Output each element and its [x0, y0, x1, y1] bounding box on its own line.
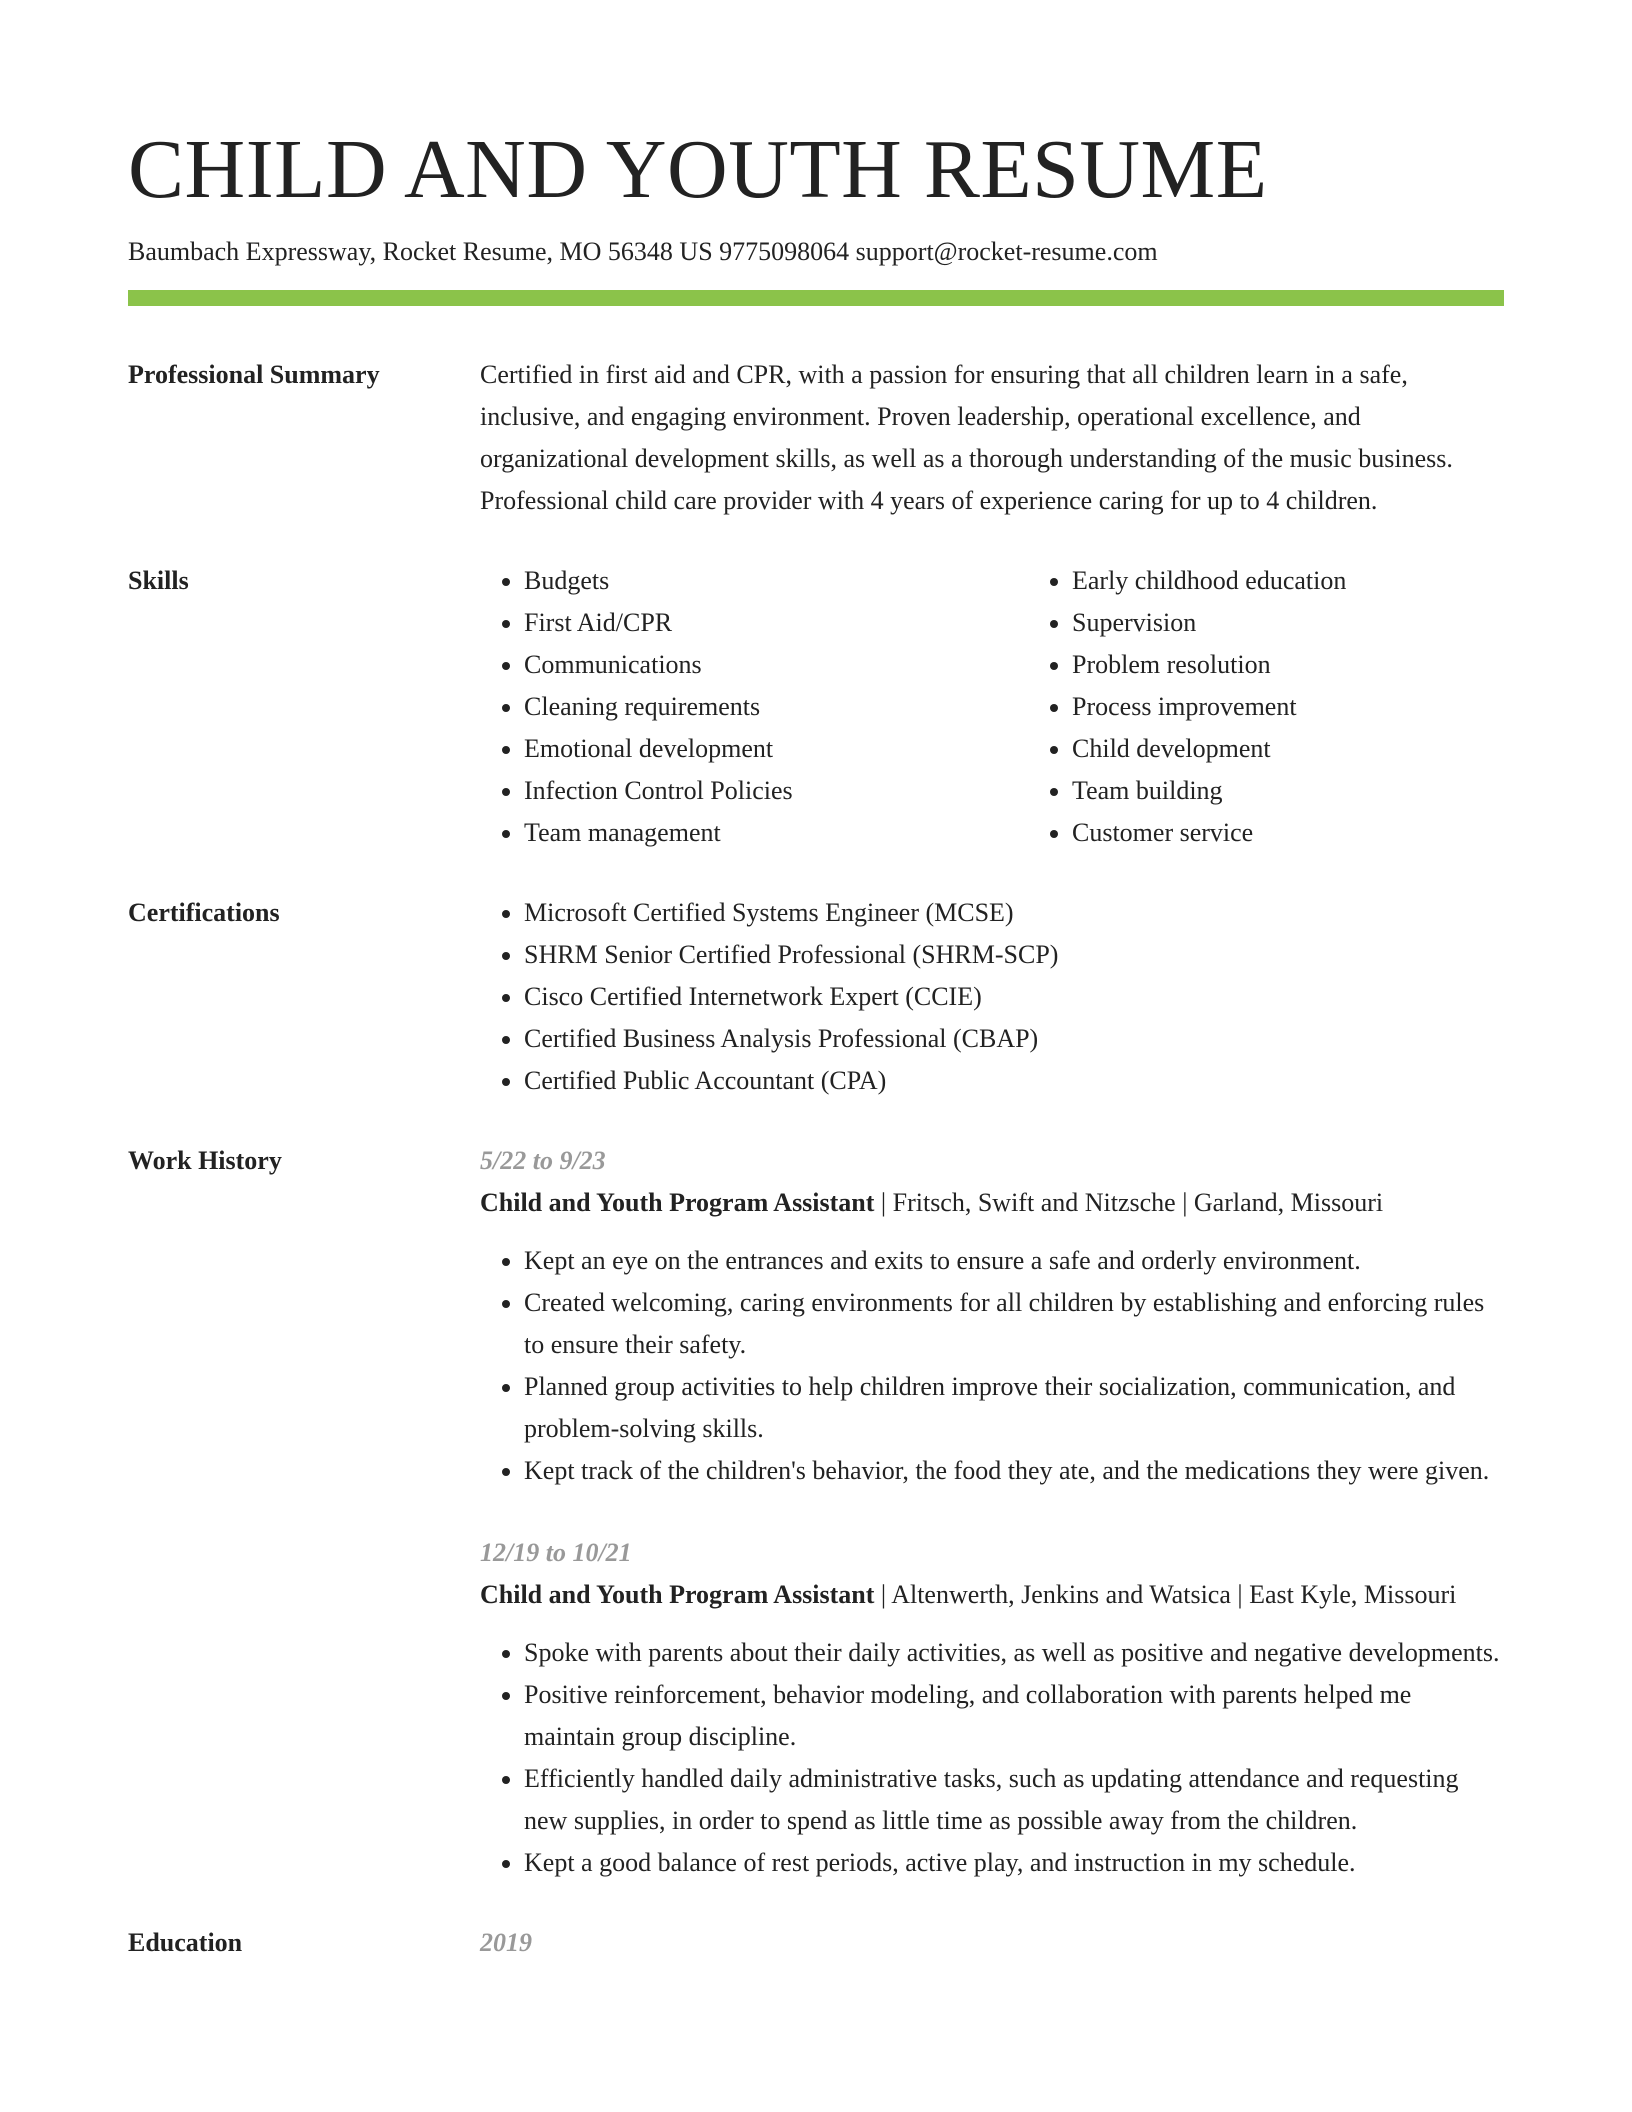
job-bullets: [480, 1632, 1504, 1884]
skills-column-2: [1028, 560, 1548, 854]
skill-item: • Supervision: [1072, 602, 1548, 644]
skill-item: • Infection Control Policies: [524, 770, 1028, 812]
job-entry: [480, 1140, 1504, 1492]
job-heading: [480, 1574, 1504, 1616]
certification-item: • Certified Business Analysis Professional (CBAP): [524, 1018, 1504, 1060]
certification-item: • Cisco Certified Internetwork Expert (CCIE): [524, 976, 1504, 1018]
skill-item: • Emotional development: [524, 728, 1028, 770]
skill-item: • Early childhood education: [1072, 560, 1548, 602]
skill-item: • Team management: [524, 812, 1028, 854]
job-bullet: • Efficiently handled daily administrative tasks, such as updating attendance and requesting new supplies, in order to spend as little time as possible away from the children.: [524, 1758, 1504, 1842]
job-bullet: • Planned group activities to help children improve their socialization, communication, and problem-solving skills.: [524, 1366, 1504, 1450]
skill-item: • Cleaning requirements: [524, 686, 1028, 728]
section-skills: [128, 560, 1504, 854]
resume-page: [128, 118, 1504, 1964]
job-bullet: • Created welcoming, caring environments for all children by establishing and enforcing rules to ensure their safety.: [524, 1282, 1504, 1366]
education-date: 2019: [480, 1928, 532, 1957]
certification-item: • SHRM Senior Certified Professional (SHRM-SCP): [524, 934, 1504, 976]
skill-item: • Process improvement: [1072, 686, 1548, 728]
section-label-skills: Skills: [128, 566, 189, 595]
skill-item: • Team building: [1072, 770, 1548, 812]
section-certifications: [128, 892, 1504, 1102]
resume-title: CHILD AND YOUTH RESUME: [128, 123, 1268, 216]
section-work-history: [128, 1140, 1504, 1884]
certifications-list: [480, 892, 1504, 1102]
certification-item: • Microsoft Certified Systems Engineer (MCSE): [524, 892, 1504, 934]
section-label-work-history: Work History: [128, 1146, 282, 1175]
skill-item: • Customer service: [1072, 812, 1548, 854]
job-employer: | Fritsch, Swift and Nitzsche | Garland, Missouri: [874, 1188, 1384, 1217]
summary-text: Certified in first aid and CPR, with a passion for ensuring that all children learn in a safe, inclusive, and engaging environment. Proven leadership, operational excellence, and organizational development skills, as well as a thorough understanding of the music business. Professional child care provider with 4 years of experience caring for up to 4 children.: [480, 360, 1453, 515]
accent-rule: [128, 290, 1504, 306]
contact-line: Baumbach Expressway, Rocket Resume, MO 56348 US 9775098064 support@rocket-resume.com: [128, 237, 1158, 266]
job-bullet: • Kept track of the children's behavior, the food they ate, and the medications they were given.: [524, 1450, 1504, 1492]
section-label-education: Education: [128, 1928, 243, 1957]
skill-item: • Child development: [1072, 728, 1548, 770]
section-summary: [128, 354, 1504, 522]
section-label-certifications: Certifications: [128, 898, 280, 927]
section-education: [128, 1922, 1504, 1964]
skill-item: • First Aid/CPR: [524, 602, 1028, 644]
job-dates: 5/22 to 9/23: [480, 1146, 606, 1175]
job-title: Child and Youth Program Assistant: [480, 1580, 875, 1609]
certification-item: • Certified Public Accountant (CPA): [524, 1060, 1504, 1102]
job-bullet: • Positive reinforcement, behavior modeling, and collaboration with parents helped me maintain group discipline.: [524, 1674, 1504, 1758]
job-entry: [480, 1532, 1504, 1884]
job-title: Child and Youth Program Assistant: [480, 1188, 875, 1217]
job-bullet: • Spoke with parents about their daily activities, as well as positive and negative developments.: [524, 1632, 1504, 1674]
skill-item: • Problem resolution: [1072, 644, 1548, 686]
job-heading: [480, 1182, 1504, 1224]
job-dates: 12/19 to 10/21: [480, 1538, 632, 1567]
job-bullet: • Kept a good balance of rest periods, active play, and instruction in my schedule.: [524, 1842, 1504, 1884]
skill-item: • Budgets: [524, 560, 1028, 602]
skill-item: • Communications: [524, 644, 1028, 686]
job-bullets: [480, 1240, 1504, 1492]
job-bullet: • Kept an eye on the entrances and exits to ensure a safe and orderly environment.: [524, 1240, 1504, 1282]
job-employer: | Altenwerth, Jenkins and Watsica | East Kyle, Missouri: [874, 1580, 1457, 1609]
skills-column-1: [480, 560, 1028, 854]
section-label-summary: Professional Summary: [128, 360, 380, 389]
